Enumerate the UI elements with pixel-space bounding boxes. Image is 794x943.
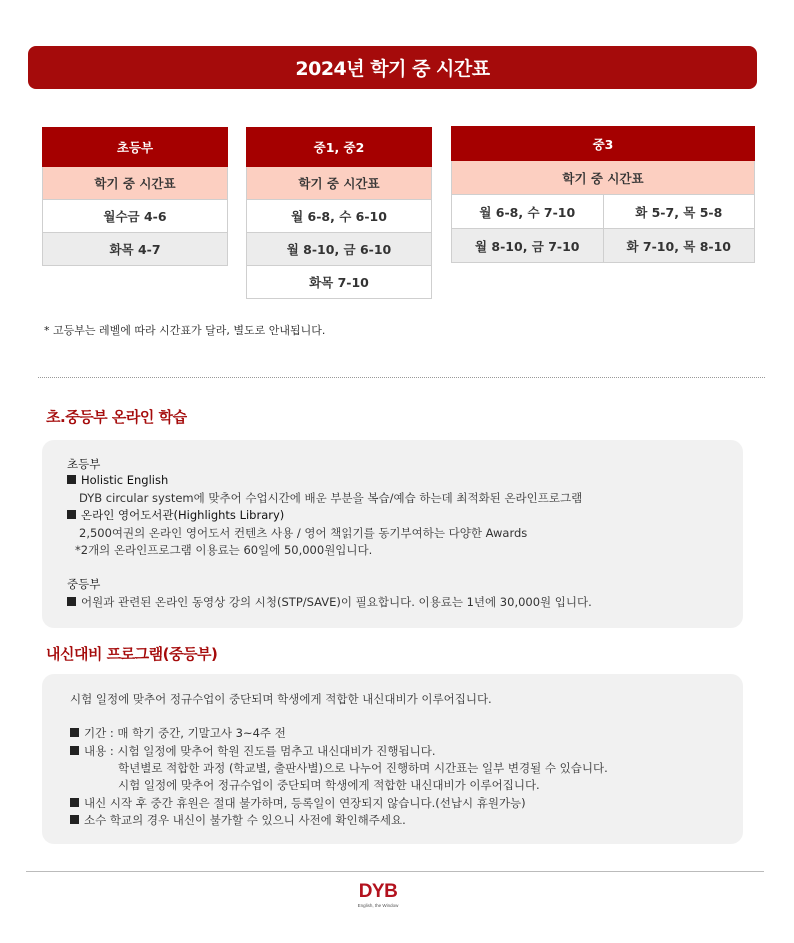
item-title: 온라인 영어도서관(Highlights Library)	[81, 508, 285, 522]
item-description: 어원과 관련된 온라인 동영상 강의 시청(STP/SAVE)이 필요합니다. 이용료는 1년에 30,000원 입니다.	[81, 595, 592, 609]
table-cell: 화 7-10, 목 8-10	[603, 229, 755, 263]
table-cell: 화 5-7, 목 5-8	[603, 195, 755, 229]
square-bullet-icon	[67, 475, 76, 484]
high-school-note: * 고등부는 레벨에 따라 시간표가 달라, 별도로 안내됩니다.	[44, 324, 326, 337]
table-cell: 월 6-8, 수 6-10	[247, 200, 432, 233]
page-banner-title: 2024년 학기 중 시간표	[28, 46, 757, 89]
list-item	[70, 795, 526, 811]
online-info-panel	[42, 440, 743, 628]
exam-content-detail: 시험 일정에 맞추어 정규수업이 중단되며 학생에게 적합한 내신대비가 이루어집니다.	[118, 778, 540, 792]
logo-tagline: English, the Window	[357, 903, 399, 908]
exam-info-panel	[42, 674, 743, 844]
table-cell: 월 8-10, 금 7-10	[452, 229, 604, 263]
exam-rule: 내신 시작 후 중간 휴원은 절대 불가하며, 등록일이 연장되지 않습니다.(선납시 휴원가능)	[84, 796, 526, 810]
list-item	[70, 743, 435, 759]
table-subheader: 학기 중 시간표	[43, 167, 228, 200]
list-item	[67, 507, 284, 523]
table-cell: 월수금 4-6	[43, 200, 228, 233]
list-item	[70, 725, 286, 741]
table-subheader: 학기 중 시간표	[452, 161, 755, 195]
square-bullet-icon	[70, 728, 79, 737]
elementary-schedule-table	[42, 127, 228, 266]
fee-note: *2개의 온라인프로그램 이용료는 60일에 50,000원입니다.	[75, 543, 373, 557]
footer-divider	[26, 871, 764, 872]
exam-rule: 소수 학교의 경우 내신이 불가할 수 있으니 사전에 확인해주세요.	[84, 813, 406, 827]
dyb-logo	[351, 881, 405, 909]
exam-section-title: 내신대비 프로그램(중등부)	[46, 645, 218, 663]
table-subheader: 학기 중 시간표	[247, 167, 432, 200]
table-cell: 월 8-10, 금 6-10	[247, 233, 432, 266]
list-item	[70, 812, 406, 828]
online-section-title: 초.중등부 온라인 학습	[46, 408, 187, 426]
middle12-schedule-table	[246, 127, 432, 299]
square-bullet-icon	[67, 597, 76, 606]
exam-intro: 시험 일정에 맞추어 정규수업이 중단되며 학생에게 적합한 내신대비가 이루어집니다.	[70, 692, 492, 706]
table-header: 중1, 중2	[247, 128, 432, 167]
item-description: 2,500여권의 온라인 영어도서 컨텐츠 사용 / 영어 책읽기를 동기부여하는 다양한 Awards	[79, 526, 528, 540]
table-cell: 화목 4-7	[43, 233, 228, 266]
dotted-divider	[38, 377, 765, 378]
table-cell: 화목 7-10	[247, 266, 432, 299]
item-description: DYB circular system에 맞추어 수업시간에 배운 부분을 복습/예습 하는데 최적화된 온라인프로그램	[79, 491, 583, 505]
exam-content: 내용 : 시험 일정에 맞추어 학원 진도를 멈추고 내신대비가 진행됩니다.	[84, 744, 436, 758]
elementary-label: 초등부	[67, 457, 101, 471]
table-cell: 월 6-8, 수 7-10	[452, 195, 604, 229]
middle3-schedule-table	[451, 126, 755, 263]
square-bullet-icon	[67, 510, 76, 519]
table-header: 중3	[452, 127, 755, 161]
square-bullet-icon	[70, 798, 79, 807]
list-item	[67, 594, 592, 610]
exam-period: 기간 : 매 학기 중간, 기말고사 3~4주 전	[84, 726, 286, 740]
exam-content-detail: 학년별로 적합한 과정 (학교별, 출판사별)으로 나누어 진행하며 시간표는 일부 변경될 수 있습니다.	[118, 761, 608, 775]
item-title: Holistic English	[81, 473, 169, 487]
square-bullet-icon	[70, 815, 79, 824]
table-header: 초등부	[43, 128, 228, 167]
logo-wordmark: DYB	[358, 881, 398, 902]
square-bullet-icon	[70, 746, 79, 755]
middle-label: 중등부	[67, 577, 101, 591]
list-item	[67, 473, 168, 487]
